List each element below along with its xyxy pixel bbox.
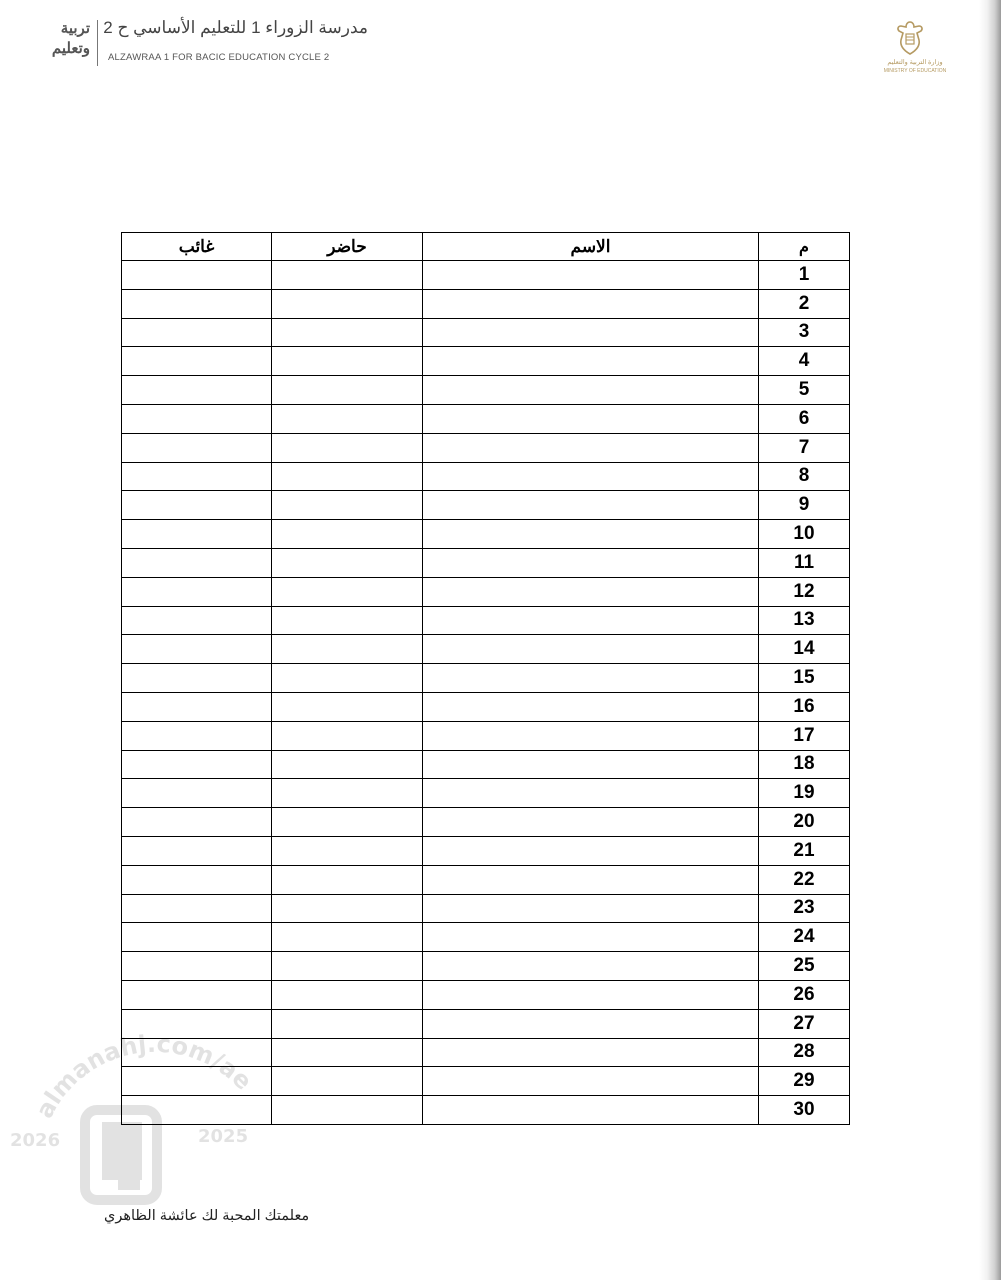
table-body — [122, 261, 850, 1125]
absent-cell[interactable] — [122, 1096, 272, 1125]
present-cell[interactable] — [272, 692, 423, 721]
absent-cell[interactable] — [122, 692, 272, 721]
table-row — [122, 289, 850, 318]
present-cell[interactable] — [272, 520, 423, 549]
row-number: 18 — [759, 750, 850, 779]
name-cell[interactable] — [423, 548, 759, 577]
brand-line-1: تربية — [60, 19, 90, 37]
row-number: 10 — [759, 520, 850, 549]
absent-cell[interactable] — [122, 750, 272, 779]
present-cell[interactable] — [272, 865, 423, 894]
name-cell[interactable] — [423, 433, 759, 462]
ministry-logo — [860, 20, 960, 80]
absent-cell[interactable] — [122, 491, 272, 520]
name-cell[interactable] — [423, 1038, 759, 1067]
row-number: 21 — [759, 836, 850, 865]
table-row — [122, 491, 850, 520]
name-cell[interactable] — [423, 635, 759, 664]
absent-cell[interactable] — [122, 1038, 272, 1067]
row-number: 26 — [759, 980, 850, 1009]
absent-cell[interactable] — [122, 980, 272, 1009]
row-number: 25 — [759, 952, 850, 981]
row-number: 29 — [759, 1067, 850, 1096]
row-number: 20 — [759, 808, 850, 837]
present-cell[interactable] — [272, 462, 423, 491]
table-row — [122, 779, 850, 808]
row-number: 22 — [759, 865, 850, 894]
present-cell[interactable] — [272, 836, 423, 865]
present-cell[interactable] — [272, 491, 423, 520]
table-row — [122, 980, 850, 1009]
name-column-header: الاسم — [423, 233, 759, 261]
watermark-site: almanahj.com/ae — [30, 1029, 258, 1123]
absent-column-header: غائب — [122, 233, 272, 261]
name-cell[interactable] — [423, 952, 759, 981]
row-number: 7 — [759, 433, 850, 462]
absent-cell[interactable] — [122, 894, 272, 923]
absent-cell[interactable] — [122, 548, 272, 577]
row-number: 9 — [759, 491, 850, 520]
table-row — [122, 1009, 850, 1038]
row-number: 30 — [759, 1096, 850, 1125]
absent-cell[interactable] — [122, 433, 272, 462]
table-row — [122, 664, 850, 693]
table-row — [122, 347, 850, 376]
present-cell[interactable] — [272, 548, 423, 577]
table-row — [122, 635, 850, 664]
absent-cell[interactable] — [122, 606, 272, 635]
table-row — [122, 750, 850, 779]
table-row — [122, 808, 850, 837]
present-cell[interactable] — [272, 923, 423, 952]
absent-cell[interactable] — [122, 923, 272, 952]
table-row — [122, 548, 850, 577]
row-number: 1 — [759, 261, 850, 290]
brand-line-2: وتعليم — [51, 39, 90, 57]
table-row — [122, 721, 850, 750]
present-cell[interactable] — [272, 289, 423, 318]
row-number: 3 — [759, 318, 850, 347]
table-row — [122, 318, 850, 347]
absent-cell[interactable] — [122, 289, 272, 318]
name-cell[interactable] — [423, 318, 759, 347]
name-cell[interactable] — [423, 721, 759, 750]
present-cell[interactable] — [272, 318, 423, 347]
absent-cell[interactable] — [122, 1067, 272, 1096]
table-row — [122, 520, 850, 549]
table-row — [122, 894, 850, 923]
present-cell[interactable] — [272, 635, 423, 664]
present-cell[interactable] — [272, 808, 423, 837]
eagle-emblem-icon — [888, 20, 932, 58]
name-cell[interactable] — [423, 606, 759, 635]
row-number: 5 — [759, 376, 850, 405]
absent-cell[interactable] — [122, 865, 272, 894]
table-row — [122, 1096, 850, 1125]
name-cell[interactable] — [423, 577, 759, 606]
absent-cell[interactable] — [122, 318, 272, 347]
name-cell[interactable] — [423, 1096, 759, 1125]
table-row — [122, 692, 850, 721]
header-separator — [97, 20, 98, 66]
table-row — [122, 923, 850, 952]
present-cell[interactable] — [272, 952, 423, 981]
table-row — [122, 865, 850, 894]
present-cell[interactable] — [272, 577, 423, 606]
table-header-row — [122, 233, 850, 261]
present-cell[interactable] — [272, 433, 423, 462]
ministry-name-arabic: وزارة التربية والتعليم — [887, 59, 943, 66]
present-cell[interactable] — [272, 980, 423, 1009]
name-cell[interactable] — [423, 664, 759, 693]
absent-cell[interactable] — [122, 462, 272, 491]
present-cell[interactable] — [272, 1067, 423, 1096]
page-edge — [979, 0, 1001, 1280]
school-name-arabic: مدرسة الزوراء 1 للتعليم الأساسي ح 2 — [103, 18, 368, 37]
number-column-header: م — [759, 233, 850, 261]
name-cell[interactable] — [423, 808, 759, 837]
absent-cell[interactable] — [122, 376, 272, 405]
name-cell[interactable] — [423, 347, 759, 376]
present-cell[interactable] — [272, 1096, 423, 1125]
present-cell[interactable] — [272, 894, 423, 923]
table-row — [122, 1038, 850, 1067]
row-number: 6 — [759, 404, 850, 433]
teacher-signature: معلمتك المحبة لك عائشة الظاهري — [104, 1208, 310, 1224]
present-column-header: حاضر — [272, 233, 423, 261]
present-cell[interactable] — [272, 1009, 423, 1038]
row-number: 14 — [759, 635, 850, 664]
present-cell[interactable] — [272, 347, 423, 376]
table-row — [122, 836, 850, 865]
name-cell[interactable] — [423, 836, 759, 865]
watermark-year-right: 2025 — [198, 1126, 249, 1147]
table-row — [122, 952, 850, 981]
present-cell[interactable] — [272, 261, 423, 290]
row-number: 2 — [759, 289, 850, 318]
row-number: 17 — [759, 721, 850, 750]
table-row — [122, 577, 850, 606]
absent-cell[interactable] — [122, 261, 272, 290]
row-number: 4 — [759, 347, 850, 376]
row-number: 8 — [759, 462, 850, 491]
absent-cell[interactable] — [122, 1009, 272, 1038]
name-cell[interactable] — [423, 865, 759, 894]
name-cell[interactable] — [423, 462, 759, 491]
absent-cell[interactable] — [122, 808, 272, 837]
row-number: 13 — [759, 606, 850, 635]
watermark-arabic — [10, 1010, 19, 1016]
name-cell[interactable] — [423, 404, 759, 433]
absent-cell[interactable] — [122, 404, 272, 433]
row-number: 12 — [759, 577, 850, 606]
absent-cell[interactable] — [122, 347, 272, 376]
brand-logo — [50, 18, 90, 58]
watermark-year-left: 2026 — [10, 1130, 61, 1151]
table-row — [122, 606, 850, 635]
absent-cell[interactable] — [122, 664, 272, 693]
name-cell[interactable] — [423, 261, 759, 290]
present-cell[interactable] — [272, 750, 423, 779]
name-cell[interactable] — [423, 491, 759, 520]
absent-cell[interactable] — [122, 577, 272, 606]
name-cell[interactable] — [423, 750, 759, 779]
svg-text:موقع المناهج الإماراتية — [10, 1010, 19, 1016]
row-number: 23 — [759, 894, 850, 923]
name-cell[interactable] — [423, 692, 759, 721]
present-cell[interactable] — [272, 779, 423, 808]
school-name-english: ALZAWRAA 1 FOR BACIC EDUCATION CYCLE 2 — [108, 52, 330, 63]
row-number: 28 — [759, 1038, 850, 1067]
row-number: 15 — [759, 664, 850, 693]
row-number: 27 — [759, 1009, 850, 1038]
name-cell[interactable] — [423, 923, 759, 952]
name-cell[interactable] — [423, 376, 759, 405]
present-cell[interactable] — [272, 721, 423, 750]
present-cell[interactable] — [272, 1038, 423, 1067]
present-cell[interactable] — [272, 664, 423, 693]
attendance-table — [121, 232, 850, 1125]
row-number: 16 — [759, 692, 850, 721]
absent-cell[interactable] — [122, 721, 272, 750]
present-cell[interactable] — [272, 404, 423, 433]
absent-cell[interactable] — [122, 520, 272, 549]
name-cell[interactable] — [423, 1067, 759, 1096]
name-cell[interactable] — [423, 1009, 759, 1038]
name-cell[interactable] — [423, 520, 759, 549]
name-cell[interactable] — [423, 894, 759, 923]
row-number: 19 — [759, 779, 850, 808]
table-row — [122, 404, 850, 433]
table-row — [122, 462, 850, 491]
absent-cell[interactable] — [122, 836, 272, 865]
row-number: 11 — [759, 548, 850, 577]
table-row — [122, 261, 850, 290]
absent-cell[interactable] — [122, 635, 272, 664]
absent-cell[interactable] — [122, 779, 272, 808]
name-cell[interactable] — [423, 289, 759, 318]
name-cell[interactable] — [423, 779, 759, 808]
table-row — [122, 433, 850, 462]
ministry-name-english: MINISTRY OF EDUCATION — [883, 68, 947, 74]
table-row — [122, 376, 850, 405]
row-number: 24 — [759, 923, 850, 952]
name-cell[interactable] — [423, 980, 759, 1009]
present-cell[interactable] — [272, 606, 423, 635]
present-cell[interactable] — [272, 376, 423, 405]
absent-cell[interactable] — [122, 952, 272, 981]
table-row — [122, 1067, 850, 1096]
